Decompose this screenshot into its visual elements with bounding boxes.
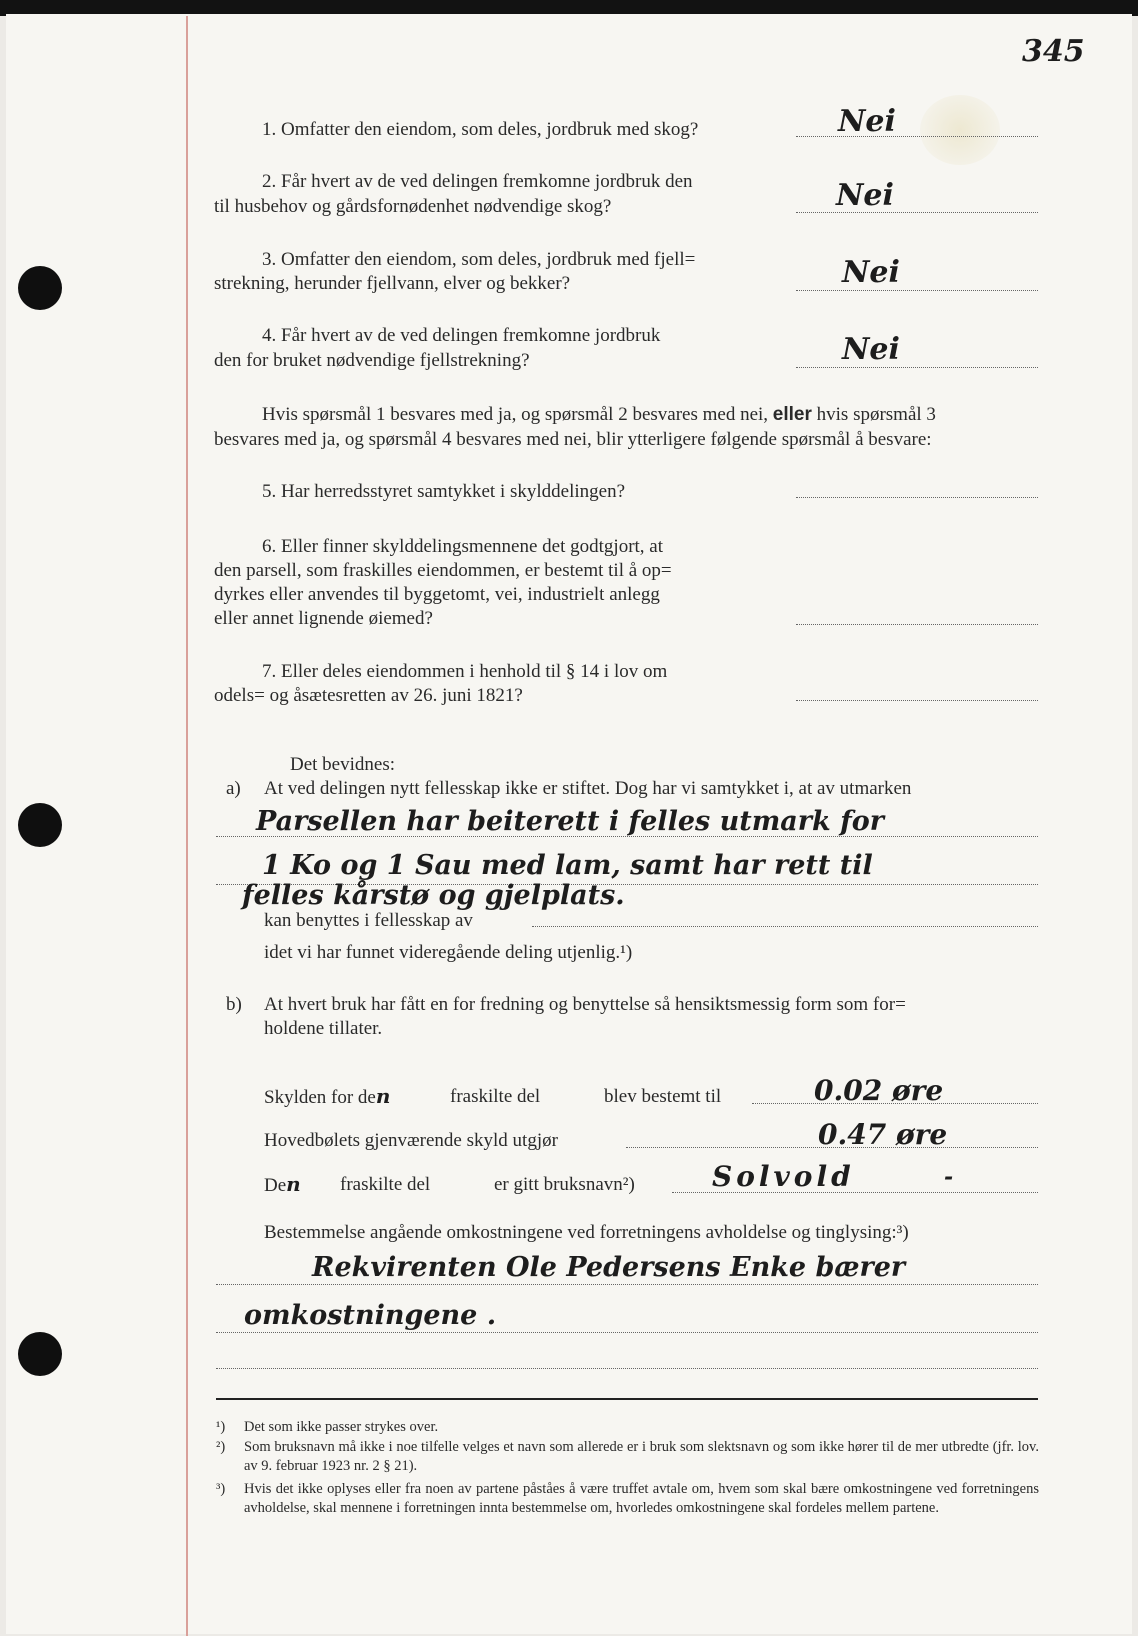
footnote-2 (216, 1438, 1039, 1478)
footnote-1-number: ¹) (216, 1419, 226, 1435)
question-3-line-1: 3. Omfatter den eiendom, som deles, jordbruk med fjell= (262, 249, 696, 270)
omkostninger-handwriting-1: Rekvirenten Ole Pedersens Enke bærer (312, 1252, 906, 1283)
skyld-row-3-end: er gitt bruksnavn²) (494, 1174, 635, 1195)
section-a-label: a) (226, 778, 241, 799)
question-7-line-1: 7. Eller deles eiendommen i henhold til § 14 i lov om (262, 661, 668, 682)
footnote-2-number: ²) (216, 1439, 226, 1455)
answer-4: Nei (842, 332, 900, 367)
footnote-rule (216, 1398, 1038, 1400)
question-4-line-1: 4. Får hvert av de ved delingen fremkomne jordbruk (262, 325, 661, 346)
punch-hole (18, 803, 62, 847)
fill-line (216, 1284, 1038, 1285)
answer-line (796, 700, 1038, 701)
instruction-line-1: Hvis spørsmål 1 besvares med ja, og spørsmål 2 besvares med nei, eller hvis spørsmål 3 (262, 404, 936, 425)
hovedbol-value: 0.47 øre (818, 1118, 948, 1151)
question-7-line-2: odels= og åsætesretten av 26. juni 1821? (214, 685, 523, 706)
answer-1: Nei (838, 104, 896, 139)
bruksnavn-dash: - (944, 1164, 954, 1190)
skyld-row-3-correction: n (286, 1172, 301, 1196)
answer-line (796, 136, 1038, 137)
section-b-line-2: holdene tillater. (264, 1018, 383, 1039)
page-number: 345 (1022, 34, 1085, 69)
handwriting-a-line-3: felles kårstø og gjelplats. (242, 880, 625, 911)
margin-line (186, 16, 188, 1636)
skyld-row-1-end: blev bestemt til (604, 1086, 722, 1107)
answer-line (796, 290, 1038, 291)
question-2-line-2: til husbehov og gårdsfornødenhet nødvendige skog? (214, 196, 612, 217)
fill-line (532, 926, 1038, 927)
skyld-row-3-mid: fraskilte del (340, 1174, 431, 1195)
fill-line (216, 1332, 1038, 1333)
handwriting-a-line-1: Parsellen har beiterett i felles utmark for (256, 806, 884, 837)
answer-line (796, 497, 1038, 498)
handwriting-a-line-2: 1 Ko og 1 Sau med lam, samt har rett til (262, 850, 873, 881)
question-4-line-2: den for bruket nødvendige fjellstrekning? (214, 350, 530, 371)
skyld-row-1-label: Skylden for den (264, 1084, 391, 1108)
answer-2: Nei (836, 178, 894, 213)
footnote-3-text: Hvis det ikke oplyses eller fra noen av partene påståes å være truffet avtale om, hvem som skal bære omkostningene ved forretningens avholdelse, skal mennene i forretningen innta bestemmelse om, hvorledes omkostningene skal fordeles mellem partene. (244, 1481, 1039, 1516)
omkostninger-handwriting-2: omkostningene . (244, 1300, 497, 1331)
punch-hole (18, 266, 62, 310)
section-a-line-3: idet vi har funnet videregående deling utjenlig.¹) (264, 942, 633, 963)
skyld-row-2-label: Hovedbølets gjenværende skyld utgjør (264, 1130, 558, 1151)
question-6-line-1: 6. Eller finner skylddelingsmennene det godtgjort, at (262, 536, 664, 557)
footnote-2-text: Som bruksnavn må ikke i noe tilfelle velges et navn som allerede er i bruk som slektsnavn og som ikke hører til de mer utbredte (jfr. lov. av 9. februar 1923 nr. 2 § 21). (244, 1439, 1039, 1474)
question-6-line-2: den parsell, som fraskilles eiendommen, er bestemt til å op= (214, 560, 672, 581)
footnote-3 (216, 1480, 1039, 1540)
skyld-row-1-mid: fraskilte del (450, 1086, 541, 1107)
instruction-line-2: besvares med ja, og spørsmål 4 besvares med nei, blir ytterligere følgende spørsmål å besvare: (214, 429, 932, 450)
omkostninger-label: Bestemmelse angående omkostningene ved forretningens avholdelse og tinglysing:³) (264, 1222, 909, 1243)
answer-3: Nei (842, 255, 900, 290)
bruksnavn-value: Solvold (712, 1160, 855, 1193)
paper-stain (920, 95, 1000, 165)
footnote-1 (216, 1418, 1039, 1438)
question-1: 1. Omfatter den eiendom, som deles, jordbruk med skog? (262, 119, 699, 140)
question-5: 5. Har herredsstyret samtykket i skylddelingen? (262, 481, 626, 502)
section-a-line-2: kan benyttes i fellesskap av (264, 910, 473, 931)
question-2-line-1: 2. Får hvert av de ved delingen fremkomne jordbruk den (262, 171, 693, 192)
fill-line (216, 1368, 1038, 1369)
answer-line (796, 624, 1038, 625)
question-6-line-3: dyrkes eller anvendes til byggetomt, vei, industrielt anlegg (214, 584, 660, 605)
fill-line (216, 836, 1038, 837)
instruction-emphasis: eller (772, 404, 812, 425)
skyld-value: 0.02 øre (814, 1074, 944, 1107)
section-b-line-1: At hvert bruk har fått en for fredning og benyttelse så hensiktsmessig form som for= (264, 994, 906, 1015)
footnote-3-number: ³) (216, 1481, 226, 1497)
skyld-row-1-correction: n (375, 1084, 391, 1108)
section-b-label: b) (226, 994, 242, 1015)
answer-line (796, 367, 1038, 368)
question-3-line-2: strekning, herunder fjellvann, elver og bekker? (214, 273, 571, 294)
footnote-1-text: Det som ikke passer strykes over. (244, 1419, 439, 1435)
skyld-row-3-label: Den (264, 1172, 301, 1196)
answer-line (796, 212, 1038, 213)
section-a-text: At ved delingen nytt fellesskap ikke er stiftet. Dog har vi samtykket i, at av utmarken (264, 778, 912, 799)
question-6-line-4: eller annet lignende øiemed? (214, 608, 433, 629)
punch-hole (18, 1332, 62, 1376)
bevidnes-heading: Det bevidnes: (290, 754, 396, 775)
